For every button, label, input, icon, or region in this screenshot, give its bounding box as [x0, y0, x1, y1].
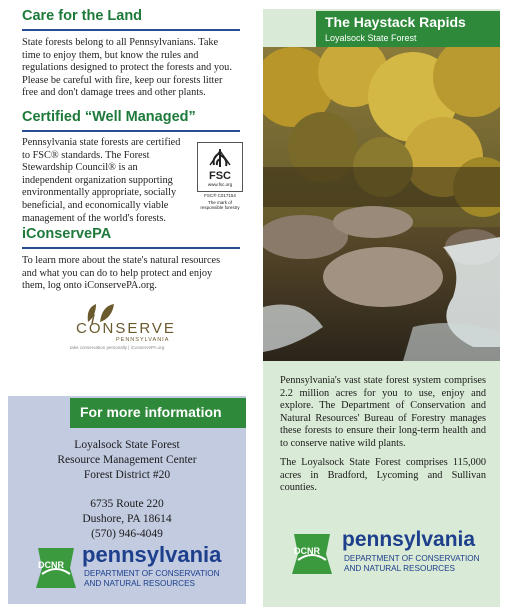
page-subtitle: Loyalsock State Forest	[325, 33, 417, 43]
iconserve-logo-tagline: take conservation personally | iConservePA.org	[70, 345, 165, 350]
forest-size-paragraph: The Loyalsock State Forest comprises 115,000 acres in Bradford, Lycoming and Sullivan counties.	[280, 457, 486, 494]
dcnr-text: DCNR	[38, 560, 64, 570]
rapids-photo	[263, 47, 500, 361]
pa-dcnr-logo-right	[290, 528, 500, 584]
dept-line-2: AND NATURAL RESOURCES	[84, 579, 196, 588]
dept-line-2: AND NATURAL RESOURCES	[344, 564, 456, 573]
care-text: State forests belong to all Pennsylvanians. Take time to enjoy them, but know the rules and regulations designed to protect the forests and you. Please be careful with fire, keep our forests litter free and don't damage trees and other plants.	[22, 37, 232, 99]
info-line: Loyalsock State Forest	[74, 439, 180, 451]
info-phone: (570) 946-4049	[91, 528, 163, 540]
iconserve-logo-word: CONSERVE	[76, 320, 176, 337]
info-address-block	[8, 438, 246, 542]
fsc-caption: The mark of responsible forestry	[200, 200, 240, 210]
pennsylvania-wordmark: pennsylvania	[82, 542, 222, 567]
fsc-label: FSC	[209, 170, 231, 182]
iconserve-heading: iConservePA	[22, 226, 112, 242]
dept-line-1: DEPARTMENT OF CONSERVATION	[84, 569, 220, 578]
info-box	[8, 396, 246, 604]
fsc-url: www.fsc.org	[207, 182, 233, 187]
dept-line-1: DEPARTMENT OF CONSERVATION	[344, 554, 480, 563]
intro-paragraph: Pennsylvania's vast state forest system comprises 2.2 million acres for you to use, enjoy and explore. The Department of Conservation and Natural Resources' Bureau of Forestry manages these forests to ensure their long-term health and to conserve native wild plants.	[280, 375, 486, 449]
care-rule	[22, 29, 240, 31]
info-heading: For more information	[80, 404, 222, 420]
certified-text: Pennsylvania state forests are certified to FSC® standards. The Forest Stewardship Council® is an independent organization supporting environmentally appropriate, socially beneficial, and economically viable management of the world's forests.	[22, 137, 181, 224]
pa-dcnr-logo	[34, 542, 244, 598]
fsc-code: FSC® C017154	[204, 193, 236, 198]
fsc-badge	[197, 142, 243, 192]
info-line: Dushore, PA 18614	[82, 513, 172, 525]
iconserve-text: To learn more about the state's natural resources and what you can do to help protect and enjoy them, log onto iConservePA.org.	[22, 255, 221, 292]
pennsylvania-wordmark: pennsylvania	[342, 528, 476, 551]
fsc-logo	[195, 142, 245, 214]
info-line: 6735 Route 220	[90, 498, 164, 510]
info-heading-bar	[70, 398, 246, 428]
dcnr-text: DCNR	[294, 546, 320, 556]
certified-rule	[22, 130, 240, 132]
care-heading: Care for the Land	[22, 8, 143, 24]
title-bar	[316, 11, 500, 47]
info-line: Resource Management Center	[57, 454, 197, 466]
iconserve-logo-sub: PENNSYLVANIA	[116, 337, 170, 343]
iconserve-logo	[70, 300, 190, 354]
iconserve-rule	[22, 247, 240, 249]
certified-heading: Certified “Well Managed”	[22, 109, 196, 125]
page-title: The Haystack Rapids	[325, 14, 466, 30]
info-line: Forest District #20	[83, 469, 171, 481]
